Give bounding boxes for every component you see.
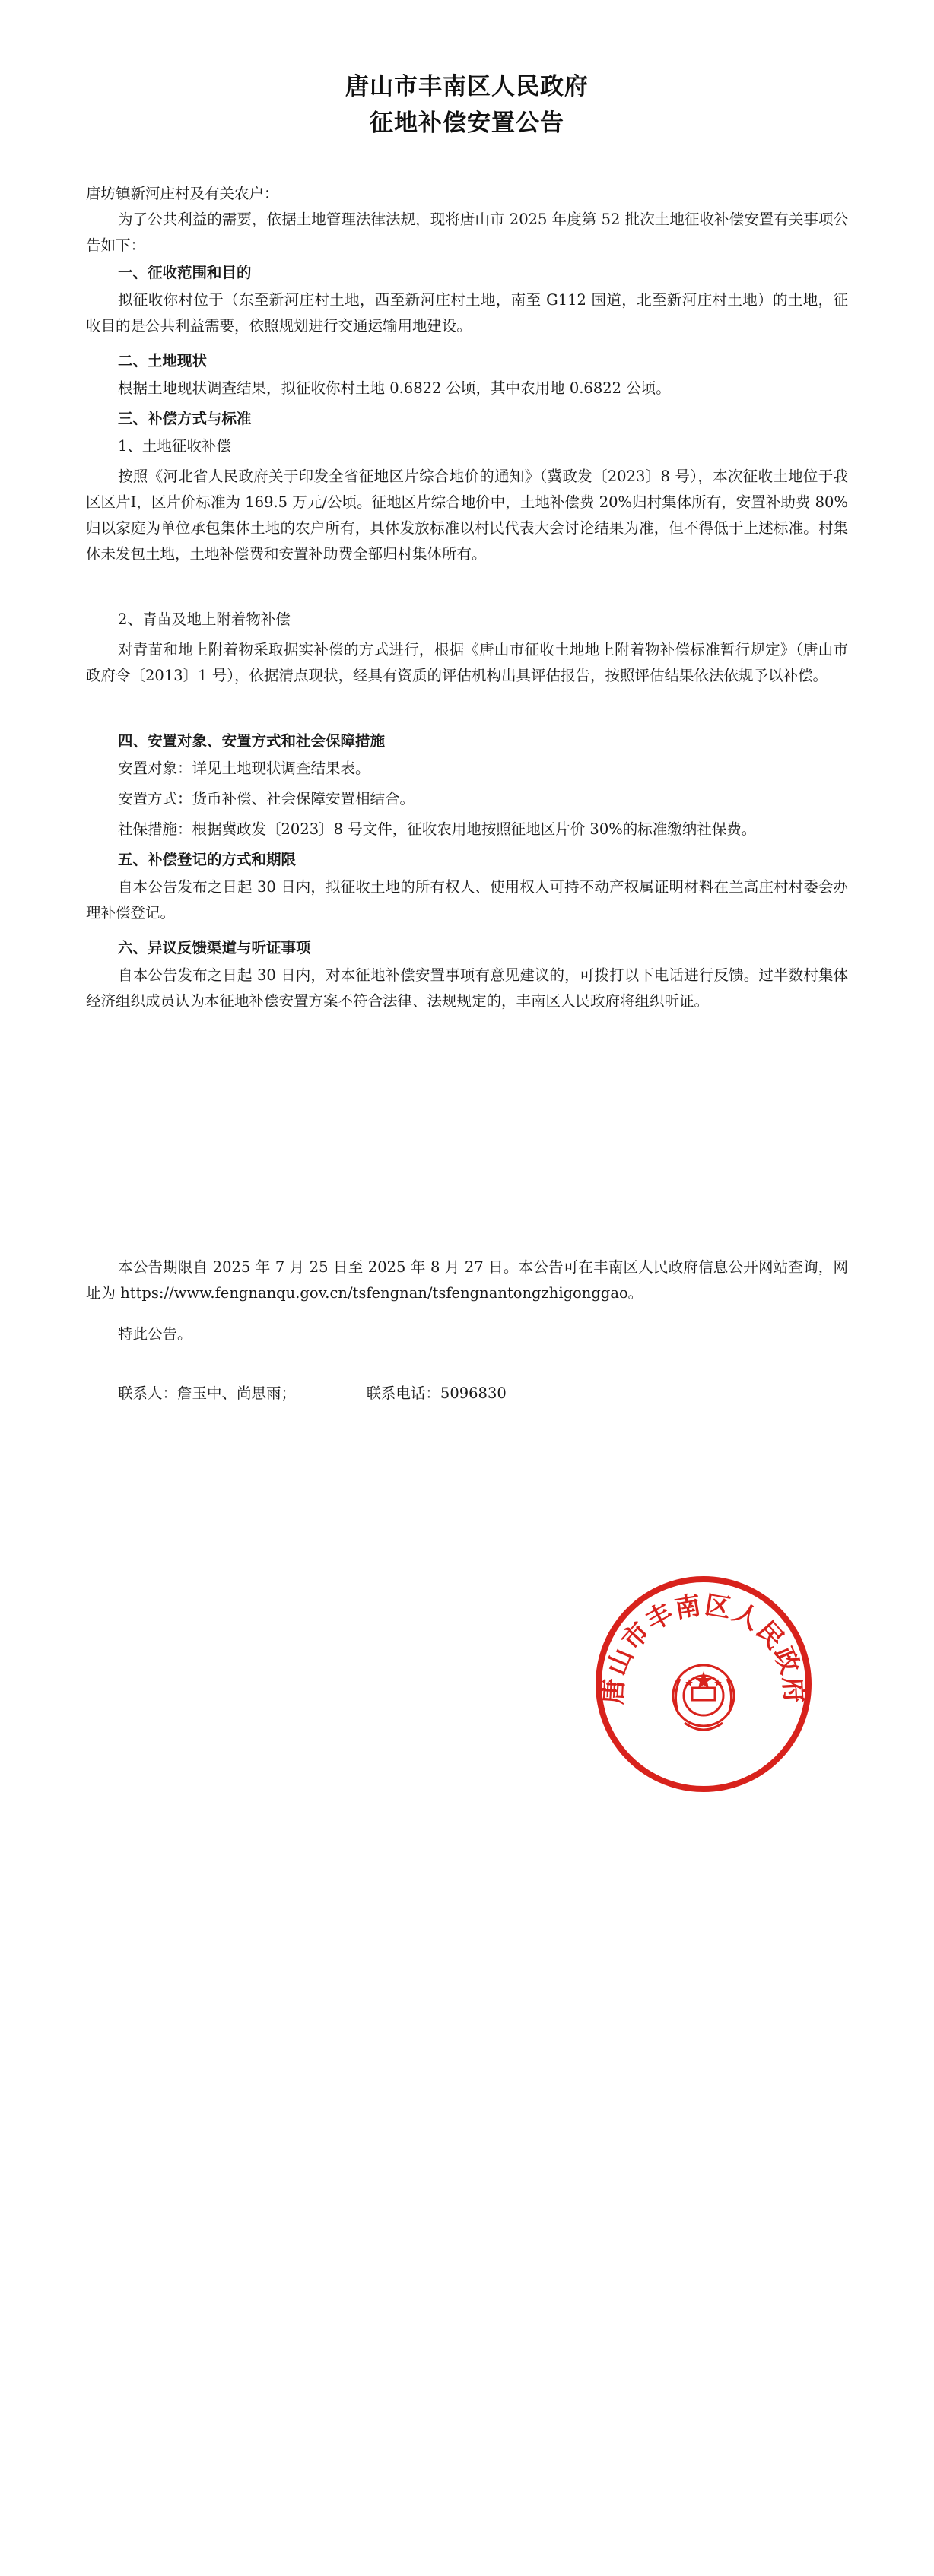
section3-sub2-heading: 2、青苗及地上附着物补偿 bbox=[118, 611, 291, 628]
section4-method: 安置方式：货币补偿、社会保障安置相结合。 bbox=[118, 790, 415, 807]
national-emblem-icon bbox=[673, 1665, 734, 1730]
section3-sub2-text: 对青苗和地上附着物采取据实补偿的方式进行，根据《唐山市征收土地地上附着物补偿标准暂行规定》（唐山市政府令〔2013〕1 号），依据清点现状，经具有资质的评估机构出具评估报告，按照评估结果依法依规予以补偿。 bbox=[86, 641, 848, 684]
section6-text: 自本公告发布之日起 30 日内，对本征地补偿安置事项有意见建议的，可拨打以下电话进行反馈。过半数村集体经济组织成员认为本征地补偿安置方案不符合法律、法规规定的，丰南区人民政府将组织听证。 bbox=[86, 966, 848, 1010]
section2-text: 根据土地现状调查结果，拟征收你村土地 0.6822 公顷，其中农用地 0.6822 公顷。 bbox=[118, 379, 671, 397]
section4-target: 安置对象：详见土地现状调查结果表。 bbox=[118, 760, 370, 777]
section3-sub1-text: 按照《河北省人民政府关于印发全省征地区片综合地价的通知》（冀政发〔2023〕8 号），本次征收土地位于我区区片Ⅰ，区片价标准为 169.5 万元/公顷。征地区片综合地价中，土地补偿费 20%归村集体所有，安置补助费 80%归以家庭为单位承包集体土地的农户所有，具体发放标准以村民代表大会讨论结果为准，但不得低于上述标准。村集体未发包土地，土地补偿费和安置补助费全部归村集体所有。 bbox=[86, 468, 848, 563]
section5-text: 自本公告发布之日起 30 日内，拟征收土地的所有权人、使用权人可持不动产权属证明材料在兰高庄村村委会办理补偿登记。 bbox=[86, 878, 848, 922]
intro-paragraph: 为了公共利益的需要，依据土地管理法律法规，现将唐山市 2025 年度第 52 批次土地征收补偿安置有关事项公告如下： bbox=[86, 211, 848, 254]
page-title-line1: 唐山市丰南区人民政府 bbox=[345, 73, 589, 100]
contact-person bbox=[86, 1381, 880, 1407]
section2-heading: 二、土地现状 bbox=[118, 352, 208, 370]
section3-heading: 三、补偿方式与标准 bbox=[118, 410, 252, 427]
official-seal bbox=[593, 1574, 814, 1794]
section4-heading: 四、安置对象、安置方式和社会保障措施 bbox=[118, 732, 386, 750]
closing-notice: 特此公告。 bbox=[118, 1325, 192, 1343]
section4-social: 社保措施：根据冀政发〔2023〕8 号文件，征收农用地按照征地区片价 30%的标准缴纳社保费。 bbox=[118, 820, 757, 838]
section6-heading: 六、异议反馈渠道与听证事项 bbox=[118, 939, 311, 956]
phone-label: 联系电话：5096830 bbox=[366, 1385, 507, 1402]
section1-heading: 一、征收范围和目的 bbox=[118, 264, 252, 281]
closing-period: 本公告期限自 2025 年 7 月 25 日至 2025 年 8 月 27 日。本公告可在丰南区人民政府信息公开网站查询，网址为 https://www.fengnanqu.gov.cn/tsfengnan/tsfengnantongzhigonggao。 bbox=[86, 1258, 848, 1302]
section3-sub1-heading: 1、土地征收补偿 bbox=[118, 437, 231, 455]
contact-label: 联系人：詹玉中、尚思雨； bbox=[118, 1385, 297, 1402]
seal-text: 唐山市丰南区人民政府 bbox=[598, 1589, 809, 1705]
page-title-line2: 征地补偿安置公告 bbox=[370, 109, 564, 137]
section5-heading: 五、补偿登记的方式和期限 bbox=[118, 851, 297, 868]
addressee: 唐坊镇新河庄村及有关农户： bbox=[86, 185, 279, 202]
section1-text: 拟征收你村位于（东至新河庄村土地，西至新河庄村土地，南至 G112 国道，北至新河庄村土地）的土地，征收目的是公共利益需要，依照规划进行交通运输用地建设。 bbox=[86, 291, 848, 335]
